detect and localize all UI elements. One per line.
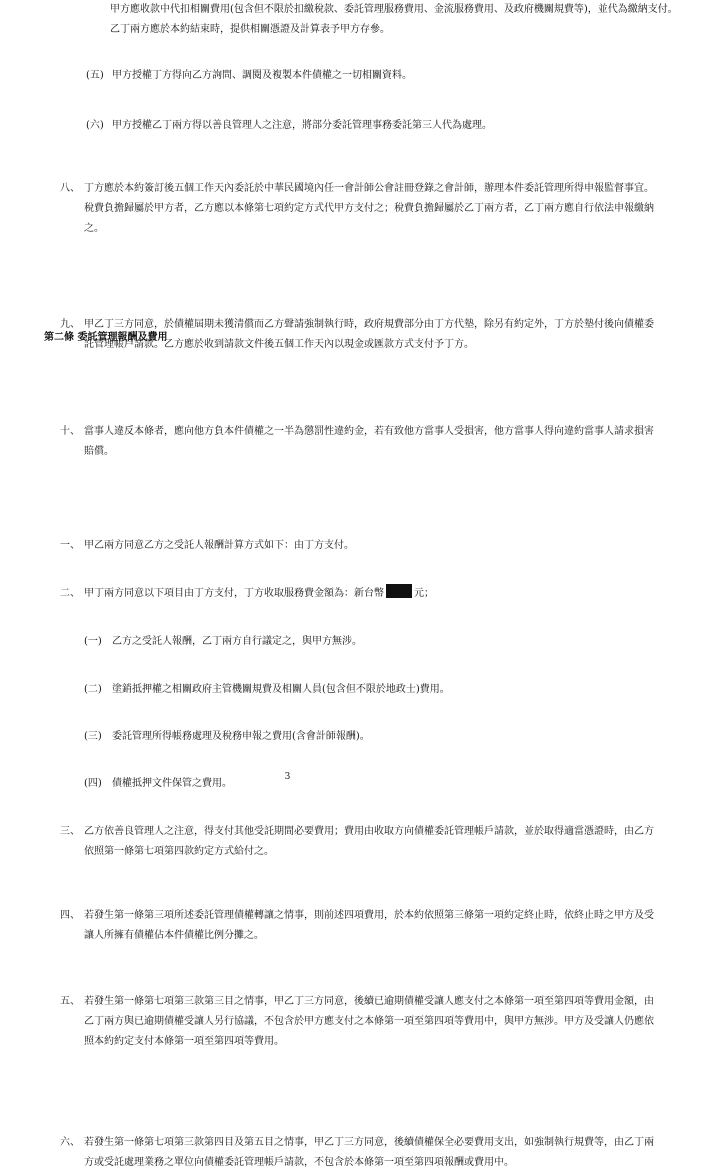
item-label: (五)	[86, 70, 104, 81]
clause-text: 乙方依善良管理人之注意，得支付其他受託期間必要費用；費用由收取方向債權委託管理帳戶請款，並於取得適當憑證時，由乙方依照第一條第七項第四款約定方式給付之。	[84, 826, 654, 857]
fee-sub-item-3	[0, 727, 725, 747]
sub-item-label: (四)	[84, 778, 102, 789]
sub-item-label: (三)	[84, 731, 102, 742]
clause-label: 三、	[60, 826, 80, 837]
article-item-3	[0, 822, 697, 862]
item-text: 甲方授權乙丁兩方得以善良管理人之注意，將部分委託管理事務委託第三人代為處理。	[112, 120, 492, 131]
article-item-1	[0, 536, 697, 556]
clause-text: 甲乙兩方同意乙方之受託人報酬計算方式如下：由丁方支付。	[84, 540, 354, 551]
fee-sub-item-2	[0, 680, 725, 700]
clause-label: 八、	[60, 183, 80, 194]
article-heading: 第二條 委託管理報酬及費用	[44, 332, 168, 343]
clause-text: 若發生第一條第七項第三款第四目及第五目之情事，甲乙丁三方同意，後續債權保全必要費用支出，如強制執行規費等，由乙丁兩方或受託處理業務之單位向債權委託管理帳戶請款，不包含於本條第一項至第四項報酬或費用中。	[84, 1137, 654, 1168]
article-item-5	[0, 992, 697, 1052]
article-item-2	[0, 584, 697, 604]
clause-text: 若發生第一條第三項所述委託管理債權轉讓之情事，則前述四項費用，於本約依照第三條第一項約定終止時，依終止時之甲方及受讓人所擁有債權佔本件債權比例分攤之。	[84, 910, 654, 941]
fee-text-before: 甲丁兩方同意以下項目由丁方支付，丁方收取服務費金額為：新台幣	[84, 588, 384, 599]
clause-label: 六、	[60, 1137, 80, 1148]
clause-label: 五、	[60, 996, 80, 1007]
clause-text: 當事人違反本條者，應向他方負本件債權之一半為懲罰性違約金，若有致他方當事人受損害，他方當事人得向違約當事人請求損害賠償。	[84, 426, 654, 457]
paragraph-text: 甲方應收款中代扣相關費用(包含但不限於扣繳稅款、委託管理服務費用、金流服務費用、及政府機關規費等)，並代為繳納支付。乙丁兩方應於本約結束時，提供相關憑證及計算表予甲方存參。	[110, 4, 678, 35]
redacted-amount	[386, 584, 412, 598]
clause-8	[0, 179, 697, 239]
clause-text	[84, 584, 659, 604]
clause-10	[0, 422, 697, 462]
fee-text-after: 元；	[414, 588, 434, 599]
sub-item-text: 乙方之受託人報酬，乙丁兩方自行議定之，與甲方無涉。	[112, 636, 362, 647]
sub-item-6	[0, 116, 725, 136]
clause-label: 九、	[60, 319, 80, 330]
continuation-paragraph	[0, 0, 723, 40]
sub-item-text: 債權抵押文件保管之費用。	[112, 778, 232, 789]
item-label: (六)	[86, 120, 104, 131]
sub-item-label: (二)	[84, 684, 102, 695]
clause-label: 一、	[60, 540, 80, 551]
sub-item-label: (一)	[84, 636, 102, 647]
sub-item-5	[0, 66, 725, 86]
clause-text: 甲乙丁三方同意，於債權屆期未獲清償而乙方聲請強制執行時，政府規費部分由丁方代墊，除另有約定外，丁方於墊付後向債權委託管理帳戶請款。乙方應於收到請款文件後五個工作天內以現金或匯款方式支付予丁方。	[84, 319, 654, 350]
clause-text: 若發生第一條第七項第三款第三目之情事，甲乙丁三方同意，後續已逾期債權受讓人應支付之本條第一項至第四項等費用金額，由乙丁兩方與已逾期債權受讓人另行協議，不包含於甲方應支付之本條第一項至第四項等費用中，與甲方無涉。甲方及受讓人仍應依照本約約定支付本條第一項至第四項等費用。	[84, 996, 654, 1047]
sub-item-text: 委託管理所得帳務處理及稅務申報之費用(含會計師報酬)。	[112, 731, 370, 742]
clause-label: 二、	[60, 588, 80, 599]
sub-item-text: 塗銷抵押權之相關政府主管機關規費及相關人員(包含但不限於地政士)費用。	[112, 684, 450, 695]
clause-label: 四、	[60, 910, 80, 921]
fee-sub-item-1	[0, 632, 725, 652]
article-item-6	[0, 1133, 697, 1173]
page-number: 3	[284, 772, 291, 782]
article-item-4	[0, 906, 697, 946]
clause-text: 丁方應於本約簽訂後五個工作天內委託於中華民國境內任一會計師公會註冊登錄之會計師，辦理本件委託管理所得申報監督事宜。稅費負擔歸屬於甲方者，乙方應以本條第七項約定方式代甲方支付之；稅費負擔歸屬於乙丁兩方者，乙丁兩方應自行依法申報繳納之。	[84, 183, 654, 234]
clause-label: 十、	[60, 426, 80, 437]
item-text: 甲方授權丁方得向乙方詢問、調閱及複製本件債權之一切相關資料。	[112, 70, 412, 81]
